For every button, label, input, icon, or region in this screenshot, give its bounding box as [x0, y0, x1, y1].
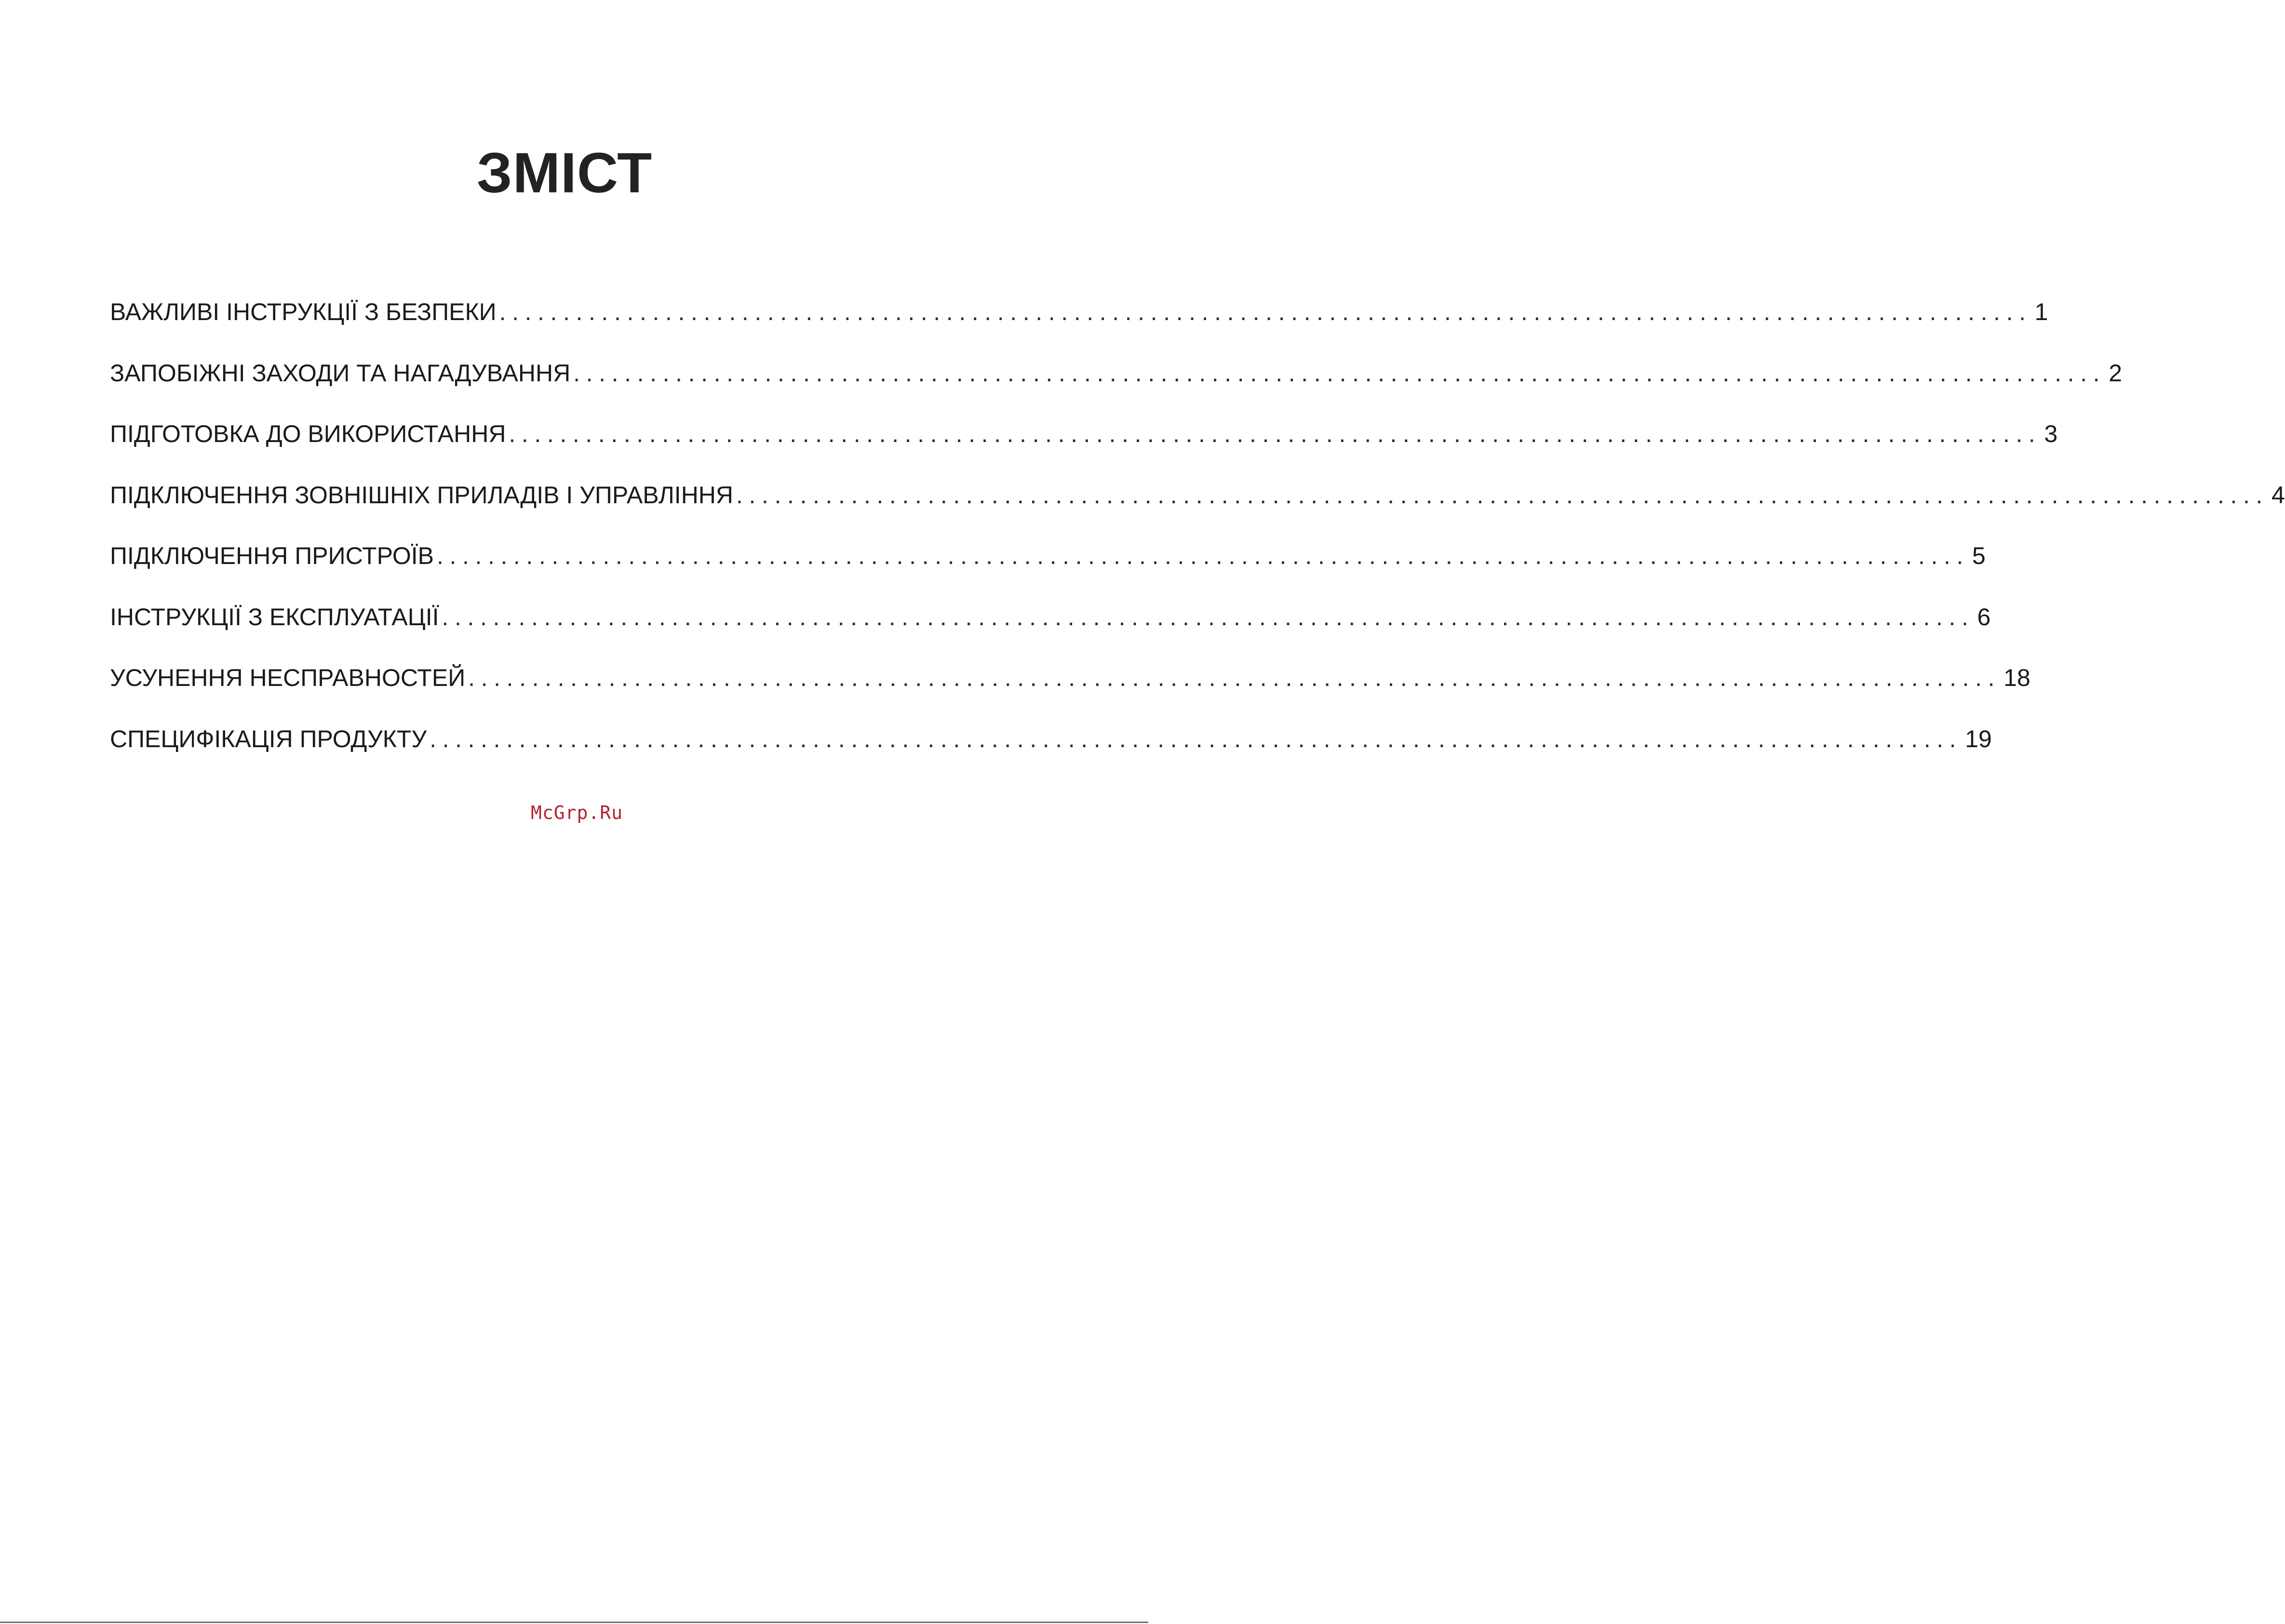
toc-dot-leader: ........................................................................................................................ — [442, 603, 1975, 631]
toc-dot-leader: ........................................................................................................................ — [736, 481, 2269, 509]
toc-entry-precautions[interactable] — [110, 356, 2122, 417]
toc-entry-label: УСУНЕННЯ НЕСПРАВНОСТЕЙ — [110, 664, 466, 691]
toc-dot-leader: ........................................................................................................................ — [573, 359, 2106, 387]
toc-dot-leader: ........................................................................................................................ — [430, 725, 1962, 752]
page-title: ЗМІСТ — [476, 141, 653, 205]
toc-page-number: 5 — [1972, 542, 1986, 569]
table-of-contents — [110, 295, 2285, 783]
toc-entry-troubleshooting[interactable] — [110, 661, 2030, 722]
toc-page-number: 18 — [2003, 664, 2030, 691]
toc-entry-safety-instructions[interactable] — [110, 295, 2048, 356]
page-bottom-edge — [0, 1622, 1148, 1623]
toc-page-number: 6 — [1977, 603, 1991, 631]
toc-page-number: 1 — [2034, 298, 2048, 325]
toc-entry-label: ПІДКЛЮЧЕННЯ ПРИСТРОЇВ — [110, 542, 434, 569]
toc-page-number: 2 — [2109, 359, 2122, 387]
toc-entry-label: ПІДГОТОВКА ДО ВИКОРИСТАННЯ — [110, 420, 506, 447]
toc-entry-label: ЗАПОБІЖНІ ЗАХОДИ ТА НАГАДУВАННЯ — [110, 359, 571, 387]
toc-entry-operating-instructions[interactable] — [110, 600, 1991, 661]
toc-entry-label: ІНСТРУКЦІЇ З ЕКСПЛУАТАЦІЇ — [110, 603, 439, 631]
toc-dot-leader: ........................................................................................................................ — [499, 298, 2032, 325]
toc-entry-device-connections[interactable] — [110, 539, 1986, 600]
toc-entry-external-connections[interactable] — [110, 478, 2285, 539]
toc-dot-leader: ........................................................................................................................ — [436, 542, 1969, 569]
toc-entry-label: ВАЖЛИВІ ІНСТРУКЦІЇ З БЕЗПЕКИ — [110, 298, 497, 325]
toc-entry-specifications[interactable] — [110, 722, 1992, 783]
toc-page-number: 3 — [2044, 420, 2058, 447]
toc-page-number: 19 — [1965, 725, 1992, 752]
toc-entry-label: ПІДКЛЮЧЕННЯ ЗОВНІШНІХ ПРИЛАДІВ І УПРАВЛІННЯ — [110, 481, 734, 509]
toc-dot-leader: ........................................................................................................................ — [468, 664, 2001, 691]
watermark-text: McGrp.Ru — [530, 802, 623, 823]
toc-entry-label: СПЕЦИФІКАЦІЯ ПРОДУКТУ — [110, 725, 427, 752]
toc-entry-preparation[interactable] — [110, 417, 2058, 478]
toc-page-number: 4 — [2272, 481, 2285, 509]
toc-dot-leader: ........................................................................................................................ — [509, 420, 2042, 447]
